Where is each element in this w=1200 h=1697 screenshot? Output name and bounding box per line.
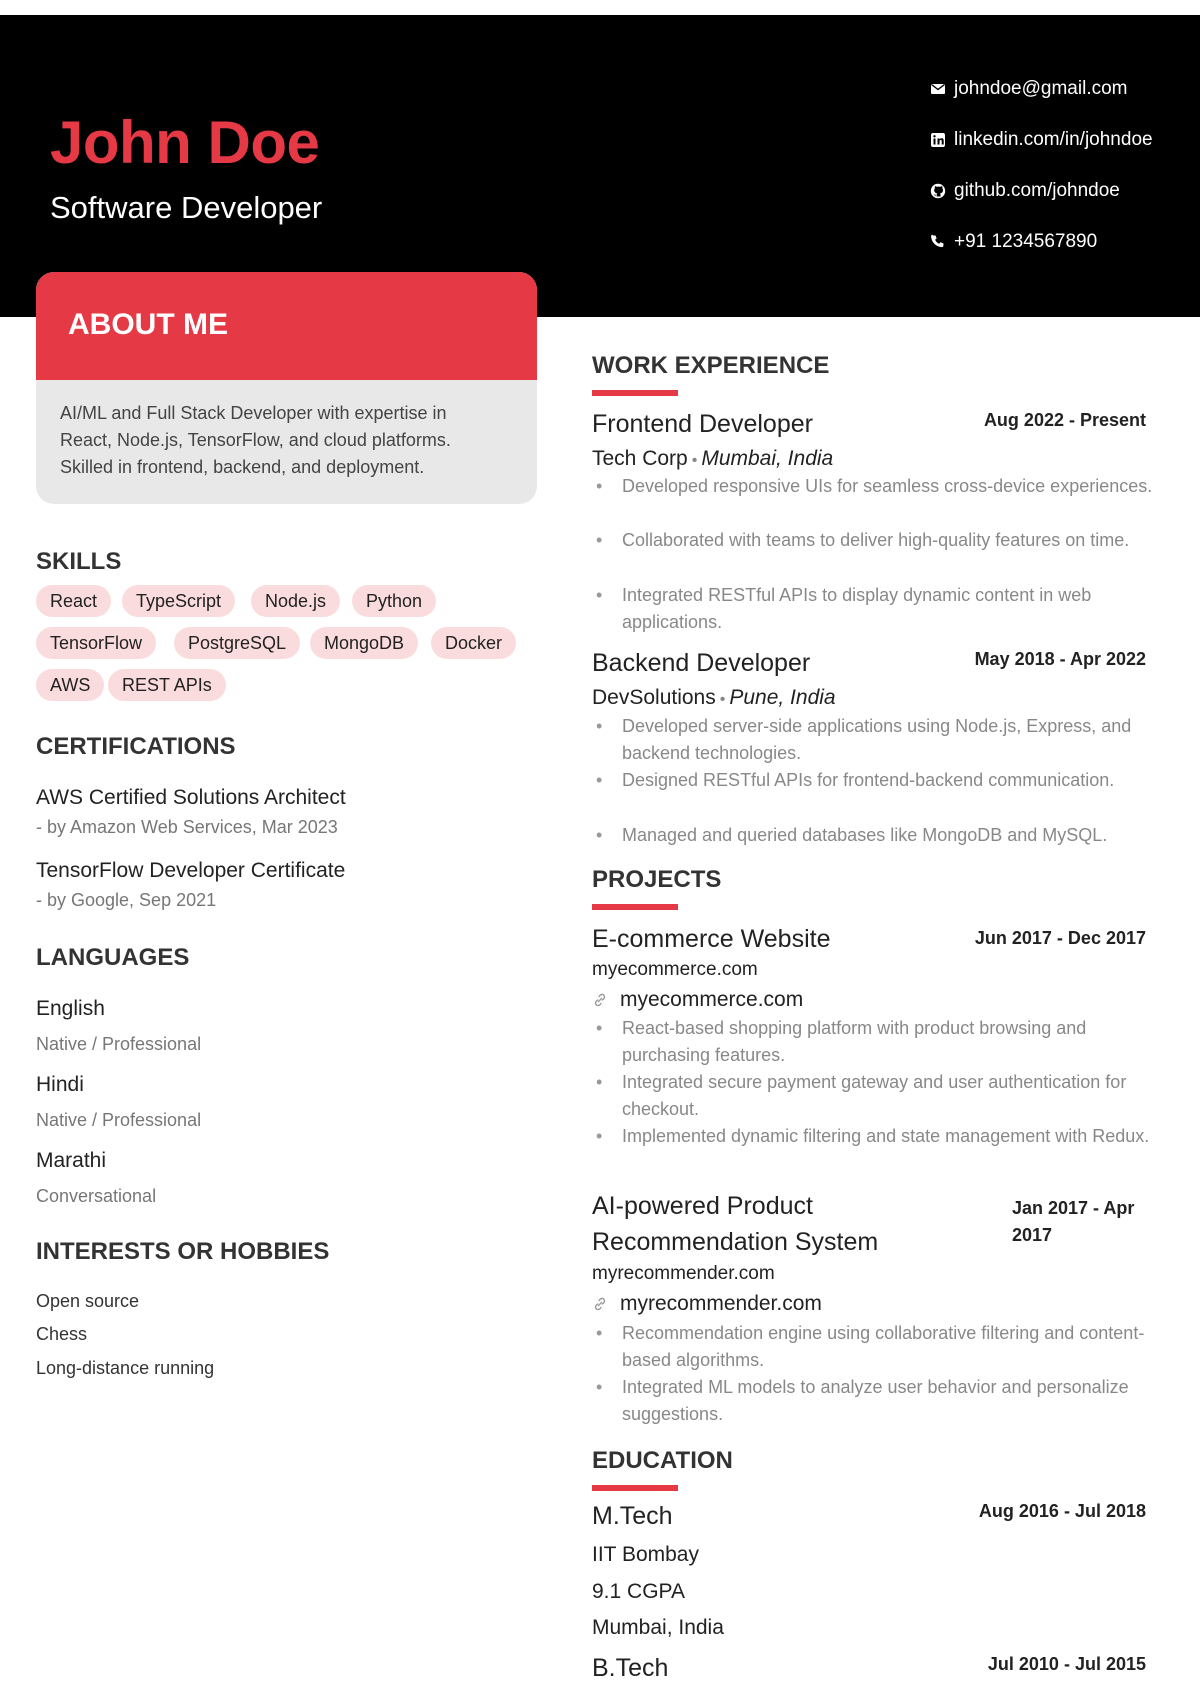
project-bullet: • React-based shopping platform with product browsing and purchasing features. xyxy=(596,1015,1172,1069)
skill-chip: TensorFlow xyxy=(36,627,156,659)
skill-chip: PostgreSQL xyxy=(174,627,300,659)
skill-chip: Docker xyxy=(431,627,516,659)
certifications-heading: CERTIFICATIONS xyxy=(36,733,236,760)
contact-phone[interactable] xyxy=(930,231,1097,253)
certification-name: AWS Certified Solutions Architect xyxy=(36,786,346,809)
contact-phone-text: +91 1234567890 xyxy=(954,231,1098,252)
contact-email[interactable] xyxy=(930,78,1128,100)
company-location: Mumbai, India xyxy=(701,447,834,470)
project-dates: Jun 2017 - Dec 2017 xyxy=(974,928,1146,948)
top-strip xyxy=(0,0,1200,15)
skills-heading: SKILLS xyxy=(36,548,122,575)
skill-chip: AWS xyxy=(36,669,104,701)
about-title: ABOUT ME xyxy=(68,308,228,341)
education-heading: EDUCATION xyxy=(592,1447,733,1474)
candidate-role: Software Developer xyxy=(50,190,323,225)
candidate-name: John Doe xyxy=(50,109,320,176)
skill-chip: TypeScript xyxy=(122,585,235,617)
skill-chip: MongoDB xyxy=(310,627,418,659)
language-name: English xyxy=(36,997,105,1020)
project-bullet: • Integrated ML models to analyze user behavior and personalize suggestions. xyxy=(596,1374,1172,1428)
education-school: IIT Bombay xyxy=(592,1543,699,1566)
skill-chip: Node.js xyxy=(251,585,340,617)
language-level: Conversational xyxy=(36,1186,157,1206)
contact-email-text: johndoe@gmail.com xyxy=(954,78,1128,99)
company-name: DevSolutions xyxy=(592,686,716,709)
education-degree: M.Tech xyxy=(592,1502,673,1530)
project-link-text: myecommerce.com xyxy=(620,988,804,1011)
github-icon xyxy=(930,183,946,199)
section-underline xyxy=(592,1485,678,1491)
hobby-item: Long-distance running xyxy=(36,1358,215,1378)
section-underline xyxy=(592,904,678,910)
about-text: AI/ML and Full Stack Developer with expertise in React, Node.js, TensorFlow, and cloud platforms. Skilled in frontend, backend, and deployment. xyxy=(60,403,451,477)
job-company: Tech Corp • Mumbai, India xyxy=(592,447,834,470)
job-dates: Aug 2022 - Present xyxy=(983,410,1146,430)
hobby-item: Chess xyxy=(36,1324,88,1344)
project-bullet: • Recommendation engine using collaborative filtering and content-based algorithms. xyxy=(596,1320,1172,1374)
skill-chip: REST APIs xyxy=(108,669,226,701)
certification-issuer: - by Google, Sep 2021 xyxy=(36,890,217,910)
job-title: Frontend Developer xyxy=(592,410,813,438)
job-bullet: • Collaborated with teams to deliver high-quality features on time. xyxy=(596,527,1172,554)
project-title: AI-powered Product xyxy=(592,1192,813,1220)
language-level: Native / Professional xyxy=(36,1034,202,1054)
job-bullet: • Designed RESTful APIs for frontend-backend communication. xyxy=(596,767,1172,794)
project-link[interactable] xyxy=(592,1292,822,1316)
project-link-text: myrecommender.com xyxy=(620,1292,822,1315)
language-level: Native / Professional xyxy=(36,1110,202,1130)
project-bullet: • Integrated secure payment gateway and user authentication for checkout. xyxy=(596,1069,1172,1123)
about-card xyxy=(36,272,537,504)
education-degree: B.Tech xyxy=(592,1654,669,1682)
contact-linkedin[interactable] xyxy=(930,129,1153,151)
education-grade: 9.1 CGPA xyxy=(592,1580,685,1603)
link-icon xyxy=(592,1296,608,1312)
section-underline xyxy=(592,390,678,396)
skill-chip: React xyxy=(36,585,111,617)
contact-github-text: github.com/johndoe xyxy=(954,180,1120,201)
job-bullet: • Developed server-side applications using Node.js, Express, and backend technologies. xyxy=(596,713,1172,767)
education-location: Mumbai, India xyxy=(592,1616,724,1639)
contact-linkedin-text: linkedin.com/in/johndoe xyxy=(954,129,1153,150)
job-dates: May 2018 - Apr 2022 xyxy=(974,649,1146,669)
project-title: E-commerce Website xyxy=(592,925,831,953)
project-dates: 2017 xyxy=(1012,1225,1053,1245)
job-bullet: • Developed responsive UIs for seamless cross-device experiences. xyxy=(596,473,1172,500)
job-company: DevSolutions • Pune, India xyxy=(592,686,836,709)
link-icon xyxy=(592,992,608,1008)
contact-github[interactable] xyxy=(930,180,1120,202)
language-name: Marathi xyxy=(36,1149,107,1172)
mail-icon xyxy=(930,81,946,97)
job-bullet: • Managed and queried databases like MongoDB and MySQL. xyxy=(596,822,1172,849)
language-name: Hindi xyxy=(36,1073,84,1096)
certification-issuer: - by Amazon Web Services, Mar 2023 xyxy=(36,817,338,837)
skill-chip: Python xyxy=(352,585,436,617)
hobby-item: Open source xyxy=(36,1291,140,1311)
education-dates: Aug 2016 - Jul 2018 xyxy=(978,1501,1146,1521)
about-card-header xyxy=(36,272,537,380)
project-dates: Jan 2017 - Apr xyxy=(1012,1198,1135,1218)
linkedin-icon xyxy=(930,132,946,148)
project-url: myecommerce.com xyxy=(592,959,758,980)
work-heading: WORK EXPERIENCE xyxy=(592,352,830,379)
phone-icon xyxy=(930,234,946,250)
project-bullet: • Implemented dynamic filtering and state management with Redux. xyxy=(596,1123,1172,1150)
projects-heading: PROJECTS xyxy=(592,866,722,893)
project-url: myrecommender.com xyxy=(592,1263,775,1284)
project-title: Recommendation System xyxy=(592,1228,879,1256)
project-link[interactable] xyxy=(592,988,803,1012)
company-location: Pune, India xyxy=(729,686,836,709)
certification-name: TensorFlow Developer Certificate xyxy=(36,859,346,882)
education-dates: Jul 2010 - Jul 2015 xyxy=(987,1654,1146,1674)
job-title: Backend Developer xyxy=(592,649,811,677)
hobbies-heading: INTERESTS OR HOBBIES xyxy=(36,1238,330,1265)
languages-heading: LANGUAGES xyxy=(36,944,190,971)
company-name: Tech Corp xyxy=(592,447,688,470)
job-bullet: • Integrated RESTful APIs to display dynamic content in web applications. xyxy=(596,582,1172,636)
